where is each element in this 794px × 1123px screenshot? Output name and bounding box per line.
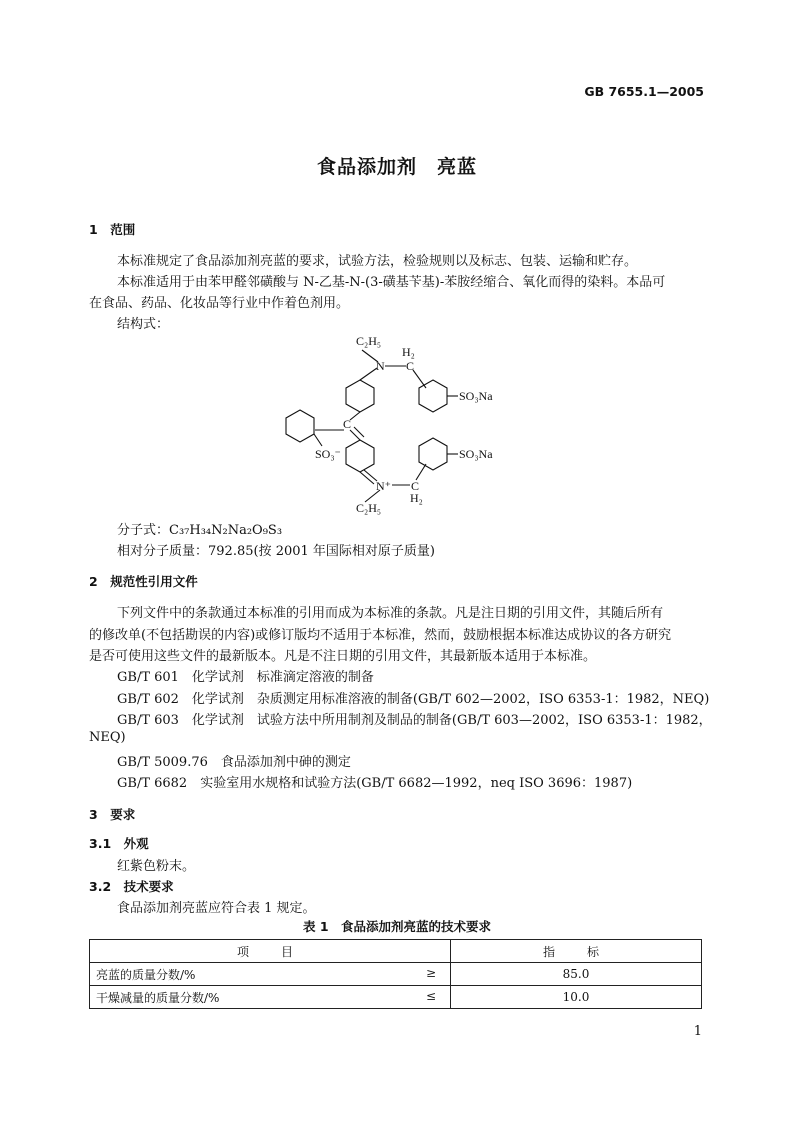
- requirements-table: [89, 939, 702, 1009]
- table-cell-value: 10.0: [451, 986, 702, 1009]
- ref-item: GB/T 5009.76 食品添加剂中砷的测定: [117, 755, 351, 770]
- label-so3na-bottom: SO₃Na: [459, 447, 493, 461]
- appearance-text: 红紫色粉末。: [117, 859, 196, 874]
- label-n-top: N: [376, 359, 385, 373]
- table-cell-name: [90, 963, 451, 986]
- ref-item: GB/T 602 化学试剂 杂质测定用标准溶液的制备(GB/T 602—2002，ISO 6353-1：1982，NEQ): [117, 692, 710, 707]
- item-name: 干燥减量的质量分数/%: [96, 990, 220, 1005]
- ref-item-continued: NEQ): [89, 730, 126, 745]
- label-c-bottom: C: [411, 479, 420, 493]
- molecular-mass: 相对分子质量：792.85(按 2001 年国际相对原子质量): [117, 544, 435, 559]
- ring-bottom: [346, 440, 374, 472]
- structure-label: 结构式：: [117, 317, 170, 332]
- section-3-heading: 3 要求: [89, 807, 136, 822]
- table-cell-name: [90, 986, 451, 1009]
- label-so3na-top: SO₃Na: [459, 389, 493, 403]
- scope-paragraph-1: 本标准规定了食品添加剂亮蓝的要求，试验方法，检验规则以及标志、包装、运输和贮存。: [117, 254, 638, 269]
- section-2-heading: 2 规范性引用文件: [89, 574, 198, 589]
- label-c2h5-top: C₂H₅: [356, 334, 382, 348]
- table-cell-value: 85.0: [451, 963, 702, 986]
- structural-formula: [270, 330, 530, 518]
- ref-item: GB/T 601 化学试剂 标准滴定溶液的制备: [117, 670, 374, 685]
- molecular-formula: 分子式：C₃₇H₃₄N₂Na₂O₉S₃: [117, 523, 283, 538]
- section-3-1-heading: 3.1 外观: [89, 836, 149, 851]
- label-h2-bottom: H₂: [410, 491, 423, 505]
- ref-item: GB/T 603 化学试剂 试验方法中所用制剂及制品的制备(GB/T 603—2002，ISO 6353-1：1982，: [117, 713, 712, 728]
- standard-code: GB 7655.1—2005: [584, 84, 704, 99]
- technical-requirements-text: 食品添加剂亮蓝应符合表 1 规定。: [117, 901, 316, 916]
- table-row: [90, 986, 702, 1009]
- label-c-center: C: [343, 417, 352, 431]
- ring-top: [346, 380, 374, 412]
- label-c2h5-bottom: C₂H₅: [356, 501, 382, 515]
- label-h2-top: H₂: [402, 345, 415, 359]
- section-3-2-heading: 3.2 技术要求: [89, 879, 174, 894]
- table-header-row: [90, 940, 702, 963]
- table-title: 表 1 食品添加剂亮蓝的技术要求: [302, 919, 492, 934]
- page-number: 1: [693, 1024, 702, 1039]
- section-1-heading: 1 范围: [89, 222, 136, 237]
- table-header-item: 项 目: [90, 940, 451, 963]
- scope-paragraph-2a: 本标准适用于由苯甲醛邻磺酸与 N-乙基-N-(3-磺基苄基)-苯胺经缩合、氧化而得的染料。本品可: [117, 275, 666, 290]
- refs-paragraph-a: 下列文件中的条款通过本标准的引用而成为本标准的条款。凡是注日期的引用文件，其随后所有: [117, 606, 664, 621]
- comparison-symbol: ≥: [425, 965, 436, 980]
- refs-paragraph-c: 是否可使用这些文件的最新版本。凡是不注日期的引用文件，其最新版本适用于本标准。: [89, 649, 597, 664]
- page-title: 食品添加剂 亮蓝: [316, 156, 477, 178]
- ref-item: GB/T 6682 实验室用水规格和试验方法(GB/T 6682—1992，neq ISO 3696：1987): [117, 776, 633, 791]
- label-c-top: C: [406, 359, 415, 373]
- comparison-symbol: ≤: [425, 988, 436, 1003]
- item-name: 亮蓝的质量分数/%: [96, 967, 196, 982]
- table-row: [90, 963, 702, 986]
- ring-left: [286, 410, 314, 442]
- ring-right-bottom: [419, 438, 447, 470]
- table-header-value: 指 标: [451, 940, 702, 963]
- scope-paragraph-2b: 在食品、药品、化妆品等行业中作着色剂用。: [89, 296, 350, 311]
- refs-paragraph-b: 的修改单(不包括勘误的内容)或修订版均不适用于本标准，然而，鼓励根据本标准达成协议的各方研究: [89, 628, 672, 643]
- label-n-plus: N⁺: [376, 479, 391, 493]
- label-so3-minus: SO₃⁻: [315, 447, 341, 461]
